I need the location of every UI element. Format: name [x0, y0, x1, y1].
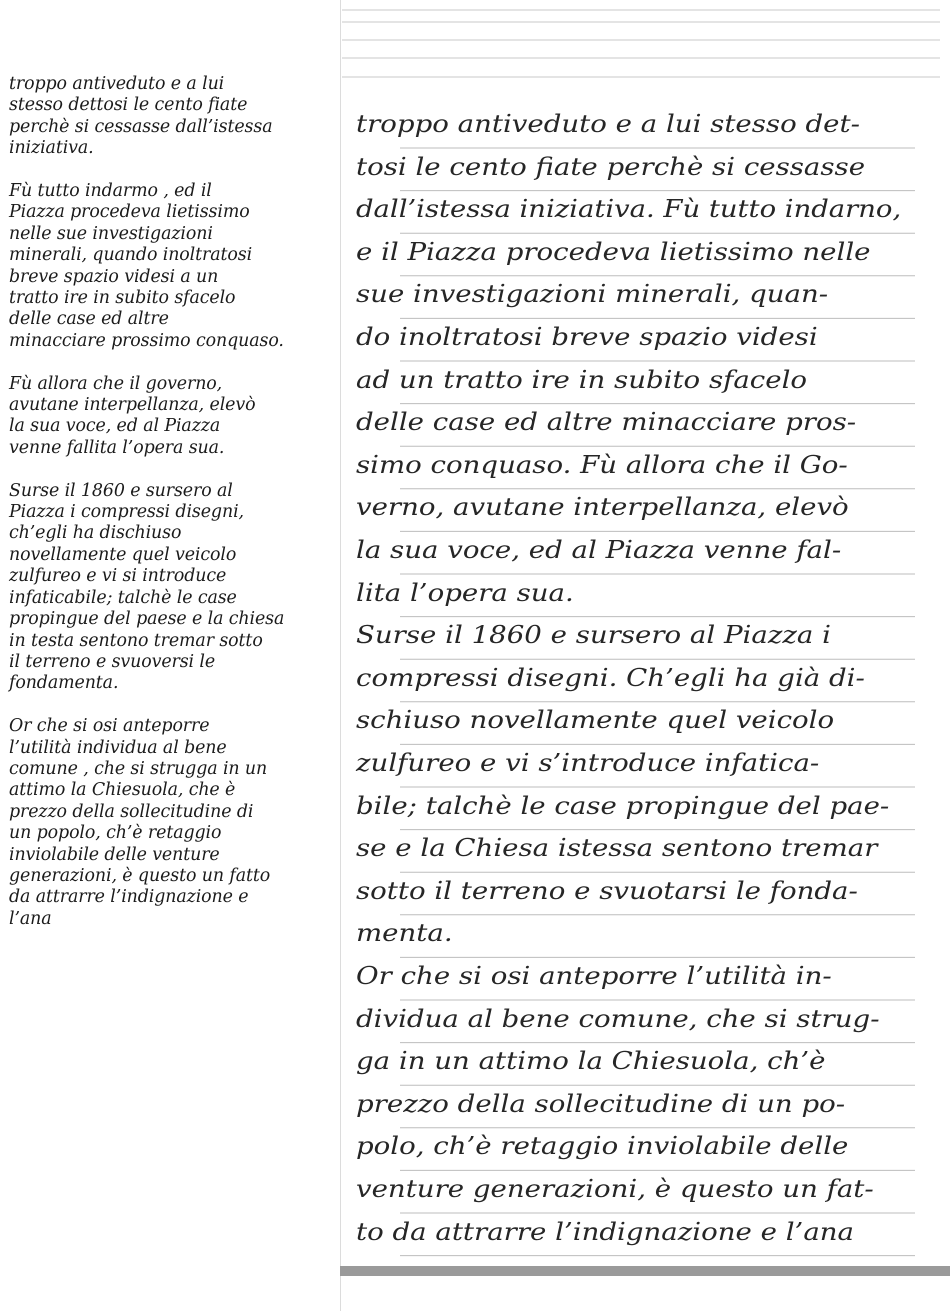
transcription-paragraph — [9, 716, 334, 930]
text-line: comune , che si strugga in un — [9, 758, 268, 779]
manuscript-line: se e la Chiesa istessa sentono tremar — [356, 834, 878, 863]
text-line: tratto ire in subito sfacelo — [9, 288, 236, 309]
transcription-column — [9, 74, 334, 952]
manuscript-line: do inoltratosi breve spazio videsi — [356, 323, 818, 351]
text-line: ch’egli ha dischiuso — [9, 523, 182, 544]
manuscript-line: menta. — [356, 919, 453, 948]
text-line: zulfureo e vi si introduce — [9, 566, 227, 587]
manuscript-line: Or che si osi anteporre l’utilità in- — [356, 962, 832, 990]
text-line: da attrarre l’indignazione e — [9, 887, 249, 908]
text-line: prezzo della sollecitudine di — [9, 801, 254, 822]
text-line: l’ana — [9, 908, 52, 929]
manuscript-line: schiuso novellamente quel veicolo — [356, 706, 835, 735]
manuscript-line: lita l’opera sua. — [356, 578, 574, 607]
manuscript-line: bile; talchè le case propingue del pae- — [356, 791, 890, 820]
text-line: Piazza procedeva lietissimo — [9, 202, 250, 223]
manuscript-line: venture generazioni, è questo un fat- — [356, 1175, 874, 1203]
text-line: stesso dettosi le cento fiate — [9, 95, 248, 116]
manuscript-line: compressi disegni. Ch’egli ha già di- — [356, 663, 865, 692]
manuscript-line: delle case ed altre minacciare pros- — [356, 408, 857, 437]
text-line: propingue del paese e la chiesa — [9, 609, 285, 630]
manuscript-line: prezzo della sollecitudine di un po- — [356, 1089, 846, 1118]
manuscript-line: polo, ch’è retaggio inviolabile delle — [356, 1132, 849, 1161]
text-line: avutane interpellanza, elevò — [9, 395, 256, 416]
manuscript-line: tosi le cento fiate perchè si cessasse — [356, 152, 866, 181]
text-line: generazioni, è questo un fatto — [9, 865, 271, 886]
text-line: venne fallita l’opera sua. — [9, 437, 225, 458]
text-line: Surse il 1860 e sursero al — [9, 480, 233, 501]
text-line: perchè si cessasse dall’istessa — [9, 116, 273, 137]
transcription-paragraph — [9, 481, 334, 695]
manuscript-line: simo conquaso. Fù allora che il Go- — [356, 450, 848, 479]
text-line: troppo antiveduto e a lui — [9, 74, 225, 94]
manuscript-line: sotto il terreno e svuotarsi le fonda- — [356, 876, 858, 905]
text-line: il terreno e svuoversi le — [9, 651, 216, 672]
manuscript-line: la sua voce, ed al Piazza venne fal- — [356, 536, 842, 564]
manuscript-line: ad un tratto ire in subito sfacelo — [356, 365, 808, 394]
text-line: iniziativa. — [9, 138, 94, 159]
text-line: minerali, quando inoltratosi — [9, 245, 253, 266]
text-line: novellamente quel veicolo — [9, 544, 237, 565]
scan-bottom-edge — [340, 1266, 950, 1276]
text-line: la sua voce, ed al Piazza — [9, 416, 221, 437]
text-line: un popolo, ch’è retaggio — [9, 823, 222, 844]
manuscript-line: dall’istessa iniziativa. Fù tutto indarno, — [356, 195, 902, 224]
manuscript-line: troppo antiveduto e a lui stesso det- — [356, 110, 860, 138]
text-line: Piazza i compressi disegni, — [9, 502, 244, 523]
manuscript-line: Surse il 1860 e sursero al Piazza i — [356, 621, 831, 650]
manuscript-line: sue investigazioni minerali, quan- — [356, 280, 829, 309]
manuscript-line: zulfureo e vi s’introduce infatica- — [356, 749, 820, 777]
manuscript-line: dividua al bene comune, che si strug- — [356, 1004, 880, 1033]
text-line: Fù tutto indarmo , ed il — [9, 181, 212, 202]
text-line: Or che si osi anteporre — [9, 716, 210, 737]
text-line: delle case ed altre — [9, 309, 169, 330]
text-line: in testa sentono tremar sotto — [9, 630, 263, 651]
transcription-paragraph — [9, 74, 334, 160]
text-line: l’utilità individua al bene — [9, 737, 227, 758]
text-line: infaticabile; talchè le case — [9, 587, 237, 608]
text-line: breve spazio videsi a un — [9, 266, 219, 287]
text-line: nelle sue investigazioni — [9, 223, 213, 244]
text-line: inviolabile delle venture — [9, 844, 220, 865]
transcription-paragraph — [9, 374, 334, 460]
transcription-paragraph — [9, 181, 334, 352]
manuscript-line: e il Piazza procedeva lietissimo nelle — [356, 237, 871, 266]
manuscript-line: verno, avutane interpellanza, elevò — [356, 493, 849, 522]
text-line: attimo la Chiesuola, che è — [9, 780, 236, 801]
manuscript-line: ga in un attimo la Chiesuola, ch’è — [356, 1047, 826, 1076]
text-line: minacciare prossimo conquaso. — [9, 330, 284, 351]
text-line: fondamenta. — [9, 673, 119, 694]
text-line: Fù allora che il governo, — [9, 373, 223, 394]
manuscript-line: to da attrarre l’indignazione e l’ana — [356, 1217, 855, 1246]
